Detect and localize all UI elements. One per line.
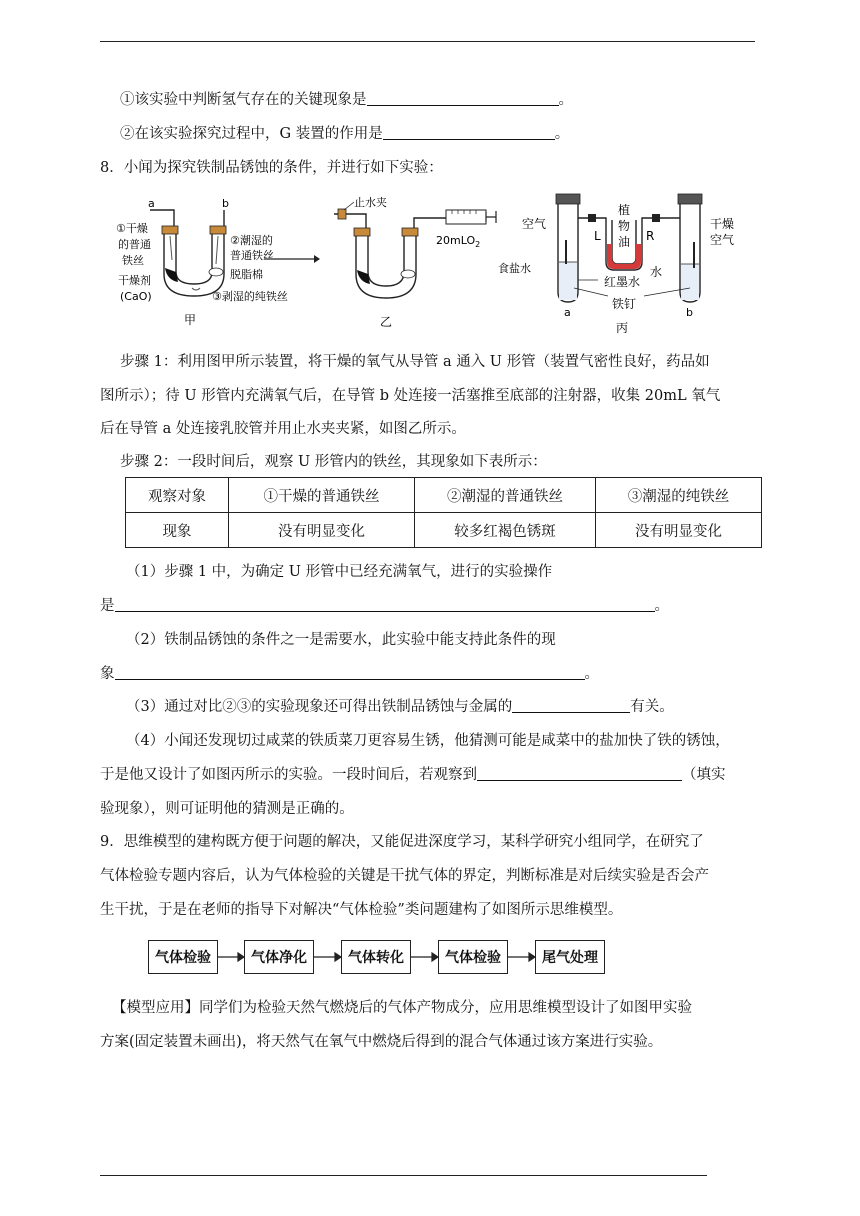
q8-q2-line2 [100, 664, 599, 684]
q8-q4-line1: （4）小闻还发现切过咸菜的铁质菜刀更容易生锈，他猜测可能是咸菜中的盐加快了铁的锈蚀， [126, 733, 730, 749]
q8-stem: 8．小闻为探究铁制品锈蚀的条件，并进行如下实验： [100, 160, 443, 176]
q7-sub2-end: 。 [554, 126, 570, 142]
table-row [126, 478, 762, 513]
q8-step1-line2: 图所示）；待 U 形管内充满氧气后，在导管 b 处连接一活塞推至底部的注射器，收集 20mL 氧气 [100, 388, 721, 404]
jia-label-r3: 脱脂棉 [230, 268, 263, 281]
q7-sub1-blank[interactable] [367, 91, 559, 106]
q8-q1-blank[interactable] [115, 597, 655, 612]
bing-label-water: 水 [650, 265, 663, 279]
figure-bing [494, 184, 748, 340]
jia-label-l2: 的普通 [118, 238, 151, 251]
header-rule [100, 41, 755, 42]
q8-q4-end: （填实 [682, 767, 726, 783]
q9-application-line1: 【模型应用】同学们为检验天然气燃烧后的气体产物成分，应用思维模型设计了如图甲实验 [112, 1000, 692, 1016]
jia-label-l1: ①干燥 [116, 222, 148, 235]
bing-label-dry1: 干燥 [710, 217, 735, 231]
jia-label-l5: (CaO) [120, 290, 152, 303]
table-cell: ③潮湿的纯铁丝 [596, 478, 762, 513]
jia-label-r1: ②潮湿的 [230, 234, 273, 247]
q8-q1-line2 [100, 596, 669, 616]
table-cell: ①干燥的普通铁丝 [229, 478, 415, 513]
q8-q1-end: 。 [654, 598, 669, 614]
jia-label-b: b [222, 197, 229, 210]
table-cell: 没有明显变化 [596, 513, 762, 548]
flow-step-gas-purify: 气体净化 [244, 940, 314, 974]
yi-label-syringe: 20mLO$_2$ [436, 234, 481, 249]
q7-sub1-text: ①该实验中判断氢气存在的关键现象是 [120, 92, 367, 108]
bing-label-ink: 红墨水 [604, 275, 641, 289]
table-cell: 观察对象 [126, 478, 229, 513]
q7-sub2-blank[interactable] [383, 125, 555, 140]
flow-step-gas-test: 气体检验 [148, 940, 218, 974]
q8-q1-prefix: 是 [100, 598, 115, 614]
table-row [126, 513, 762, 548]
q9-application-line2: 方案(固定装置未画出)，将天然气在氧气中燃烧后得到的混合气体通过该方案进行实验。 [100, 1034, 663, 1050]
yi-label-clamp: 止水夹 [354, 196, 387, 209]
bing-label-dry2: 空气 [710, 233, 735, 247]
flow-step-gas-test-2: 气体检验 [438, 940, 508, 974]
q8-q2-end: 。 [584, 666, 599, 682]
bing-label-nail: 铁钉 [612, 297, 637, 311]
table-cell: 没有明显变化 [229, 513, 415, 548]
table-cell: 现象 [126, 513, 229, 548]
q8-q3-text: （3）通过对比②③的实验现象还可得出铁制品锈蚀与金属的 [126, 699, 513, 715]
q7-sub1 [120, 90, 573, 110]
q8-q3-end: 有关。 [630, 699, 674, 715]
q8-q4-blank[interactable] [477, 766, 682, 781]
q8-q4-line3: 验现象），则可证明他的猜测是正确的。 [100, 801, 354, 817]
q8-q1-line1: （1）步骤 1 中，为确定 U 形管中已经充满氧气，进行的实验操作 [126, 564, 553, 580]
q7-sub2 [120, 124, 569, 144]
bing-label-b: b [686, 306, 693, 319]
q8-q4-text: 于是他又设计了如图丙所示的实验。一段时间后，若观察到 [100, 767, 477, 783]
q8-q2-line1: （2）铁制品锈蚀的条件之一是需要水，此实验中能支持此条件的现 [126, 632, 556, 648]
q8-q4-line2 [100, 765, 726, 785]
q9-stem-line3: 生干扰，于是在老师的指导下对解决“气体检验”类问题建构了如图所示思维模型。 [100, 902, 623, 918]
flow-arrows [0, 948, 860, 968]
figure-yi [324, 194, 510, 334]
bing-label-R: R [646, 229, 655, 243]
jia-label-l3: 铁丝 [122, 254, 144, 267]
observation-table [125, 477, 762, 548]
yi-caption: 乙 [380, 315, 393, 329]
bing-label-oil1: 植 [618, 203, 631, 217]
bing-label-air: 空气 [522, 217, 547, 231]
q8-step2: 步骤 2：一段时间后，观察 U 形管内的铁丝，其现象如下表所示： [120, 454, 547, 470]
bing-label-oil3: 油 [618, 235, 631, 249]
footer-rule [100, 1175, 707, 1176]
jia-caption: 甲 [184, 313, 197, 327]
q7-sub1-end: 。 [558, 92, 573, 108]
flow-step-gas-convert: 气体转化 [341, 940, 411, 974]
flow-step-tail-gas: 尾气处理 [535, 940, 605, 974]
q8-step1-line3: 后在导管 a 处连接乳胶管并用止水夹夹紧，如图乙所示。 [100, 421, 466, 437]
bing-label-a: a [564, 306, 571, 319]
jia-label-l4: 干燥剂 [118, 274, 151, 287]
bing-label-L: L [594, 229, 601, 243]
q9-stem-line2: 气体检验专题内容后，认为气体检验的关键是干扰气体的界定，判断标准是对后续实验是否会产 [100, 868, 709, 884]
jia-label-r2: 普通铁丝 [230, 249, 274, 262]
table-cell: 较多红褐色锈斑 [415, 513, 596, 548]
q8-q2-prefix: 象 [100, 666, 115, 682]
jia-label-a: a [148, 197, 155, 210]
q8-step1-line1: 步骤 1：利用图甲所示装置，将干燥的氧气从导管 a 通入 U 形管（装置气密性良好，药品如 [120, 354, 710, 370]
table-cell: ②潮湿的普通铁丝 [415, 478, 596, 513]
jia-label-bottom: ③剥湿的纯铁丝 [212, 290, 288, 303]
q8-q3 [126, 697, 674, 717]
q8-q2-blank[interactable] [115, 665, 585, 680]
arrow-jia-yi [262, 252, 322, 266]
q8-q3-blank[interactable] [512, 698, 630, 713]
q9-stem-line1: 9．思维模型的建构既方便于问题的解决，又能促进深度学习，某科学研究小组同学，在研究了 [100, 834, 704, 850]
bing-label-oil2: 物 [618, 219, 631, 233]
bing-caption: 丙 [616, 321, 629, 335]
figure-jia [112, 196, 312, 336]
q7-sub2-text: ②在该实验探究过程中，G 装置的作用是 [120, 126, 383, 142]
bing-label-salt: 食盐水 [498, 262, 531, 275]
